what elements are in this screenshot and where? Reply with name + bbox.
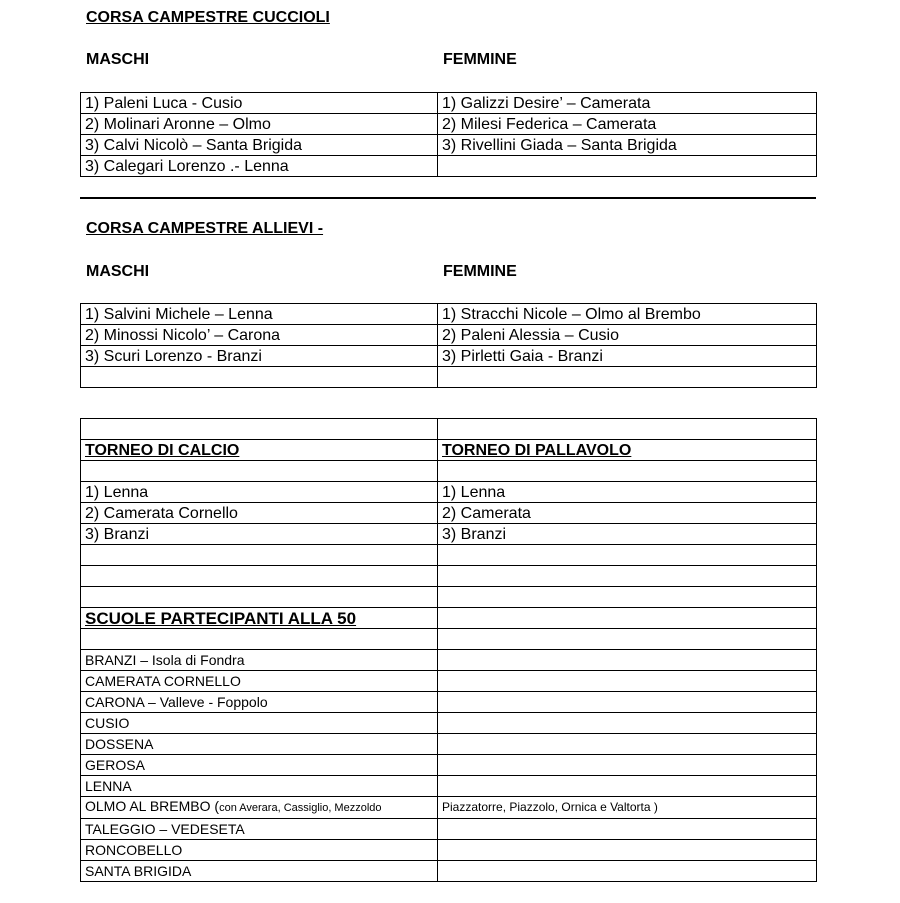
- table-row: [81, 93, 817, 114]
- table-row: [81, 692, 817, 713]
- olmo-aggregated-towns-continued: Piazzatorre, Piazzolo, Ornica e Valtorta ): [438, 797, 817, 819]
- empty-cell: [438, 840, 817, 861]
- table-row: [81, 755, 817, 776]
- table-row: [81, 325, 817, 346]
- allievi-title: CORSA CAMPESTRE ALLIEVI -: [86, 220, 324, 237]
- scuola-item: DOSSENA: [81, 734, 438, 755]
- torneo-calcio-title: TORNEO DI CALCIO: [81, 440, 438, 461]
- table-row: [81, 608, 817, 629]
- scuola-item: GEROSA: [81, 755, 438, 776]
- calcio-result-3: 3) Branzi: [81, 524, 438, 545]
- cuccioli-femmine-1: 1) Galizzi Desire’ – Camerata: [438, 93, 817, 114]
- table-row: [81, 713, 817, 734]
- table-row: [81, 840, 817, 861]
- calcio-result-1: 1) Lenna: [81, 482, 438, 503]
- empty-cell: [438, 819, 817, 840]
- allievi-femmine-1: 1) Stracchi Nicole – Olmo al Brembo: [438, 304, 817, 325]
- scuola-item: CAMERATA CORNELLO: [81, 671, 438, 692]
- empty-cell: [438, 650, 817, 671]
- table-row: [81, 135, 817, 156]
- empty-cell: [438, 461, 817, 482]
- cuccioli-maschi-1: 1) Paleni Luca - Cusio: [81, 93, 438, 114]
- empty-cell: [81, 545, 438, 566]
- table-row: [81, 346, 817, 367]
- empty-cell: [81, 566, 438, 587]
- cuccioli-maschi-label: MASCHI: [86, 51, 150, 68]
- table-row: [81, 776, 817, 797]
- allievi-maschi-4: [81, 367, 438, 388]
- table-row: [81, 819, 817, 840]
- table-row: [81, 566, 817, 587]
- allievi-maschi-label: MASCHI: [86, 263, 150, 280]
- scuola-item: BRANZI – Isola di Fondra: [81, 650, 438, 671]
- torneo-pallavolo-title: TORNEO DI PALLAVOLO: [438, 440, 817, 461]
- pallavolo-result-1: 1) Lenna: [438, 482, 817, 503]
- table-row: [81, 482, 817, 503]
- table-row: [81, 419, 817, 440]
- table-row: [81, 440, 817, 461]
- table-row: [81, 524, 817, 545]
- empty-cell: [438, 608, 817, 629]
- allievi-results-table: [80, 303, 817, 388]
- empty-cell: [438, 861, 817, 882]
- empty-cell: [438, 629, 817, 650]
- cuccioli-femmine-label: FEMMINE: [443, 51, 517, 68]
- empty-cell: [81, 629, 438, 650]
- scuola-item: RONCOBELLO: [81, 840, 438, 861]
- scuole-title: SCUOLE PARTECIPANTI ALLA 50: [81, 608, 438, 629]
- cuccioli-maschi-2: 2) Molinari Aronne – Olmo: [81, 114, 438, 135]
- olmo-main-text: OLMO AL BREMBO (: [85, 798, 220, 814]
- empty-cell: [438, 776, 817, 797]
- empty-cell: [438, 545, 817, 566]
- scuola-item: SANTA BRIGIDA: [81, 861, 438, 882]
- table-row: [81, 671, 817, 692]
- allievi-femmine-3: 3) Pirletti Gaia - Branzi: [438, 346, 817, 367]
- scuola-item: LENNA: [81, 776, 438, 797]
- table-row: [81, 545, 817, 566]
- table-row: [81, 367, 817, 388]
- allievi-maschi-2: 2) Minossi Nicolo’ – Carona: [81, 325, 438, 346]
- table-row: [81, 861, 817, 882]
- allievi-maschi-3: 3) Scuri Lorenzo - Branzi: [81, 346, 438, 367]
- empty-cell: [81, 461, 438, 482]
- table-row: [81, 304, 817, 325]
- allievi-femmine-2: 2) Paleni Alessia – Cusio: [438, 325, 817, 346]
- table-row: [81, 114, 817, 135]
- empty-cell: [81, 419, 438, 440]
- scuola-item: TALEGGIO – VEDESETA: [81, 819, 438, 840]
- table-row: [81, 156, 817, 177]
- table-row: [81, 629, 817, 650]
- cuccioli-femmine-4: [438, 156, 817, 177]
- allievi-maschi-1: 1) Salvini Michele – Lenna: [81, 304, 438, 325]
- table-row: [81, 587, 817, 608]
- table-row: [81, 503, 817, 524]
- pallavolo-result-3: 3) Branzi: [438, 524, 817, 545]
- empty-cell: [438, 755, 817, 776]
- empty-cell: [438, 566, 817, 587]
- olmo-aggregated-towns: con Averara, Cassiglio, Mezzoldo: [219, 802, 382, 814]
- cuccioli-femmine-2: 2) Milesi Federica – Camerata: [438, 114, 817, 135]
- tornei-scuole-table: [80, 418, 817, 882]
- table-row: [81, 797, 817, 819]
- cuccioli-title: CORSA CAMPESTRE CUCCIOLI: [86, 9, 330, 26]
- empty-cell: [438, 419, 817, 440]
- empty-cell: [438, 587, 817, 608]
- empty-cell: [438, 671, 817, 692]
- scuola-item-olmo: [81, 797, 438, 819]
- section-divider: [80, 197, 816, 199]
- table-row: [81, 461, 817, 482]
- empty-cell: [81, 587, 438, 608]
- empty-cell: [438, 713, 817, 734]
- allievi-femmine-label: FEMMINE: [443, 263, 517, 280]
- table-row: [81, 734, 817, 755]
- cuccioli-maschi-4: 3) Calegari Lorenzo .- Lenna: [81, 156, 438, 177]
- calcio-result-2: 2) Camerata Cornello: [81, 503, 438, 524]
- allievi-femmine-4: [438, 367, 817, 388]
- scuola-item: CARONA – Valleve - Foppolo: [81, 692, 438, 713]
- cuccioli-femmine-3: 3) Rivellini Giada – Santa Brigida: [438, 135, 817, 156]
- cuccioli-maschi-3: 3) Calvi Nicolò – Santa Brigida: [81, 135, 438, 156]
- pallavolo-result-2: 2) Camerata: [438, 503, 817, 524]
- table-row: [81, 650, 817, 671]
- empty-cell: [438, 692, 817, 713]
- cuccioli-results-table: [80, 92, 817, 177]
- empty-cell: [438, 734, 817, 755]
- scuola-item: CUSIO: [81, 713, 438, 734]
